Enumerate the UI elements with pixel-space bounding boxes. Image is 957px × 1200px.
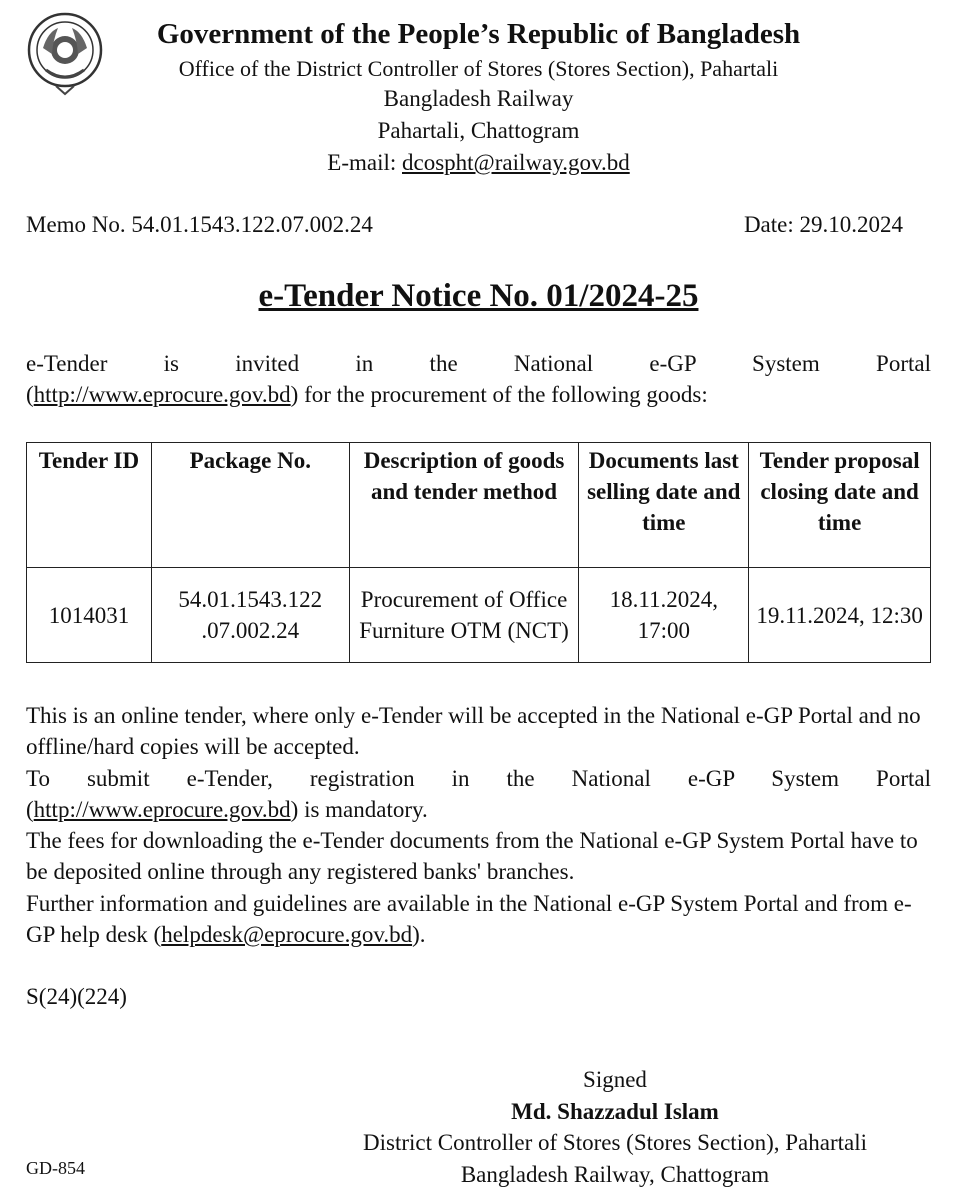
paragraph-fees: The fees for downloading the e-Tender documents from the National e-GP System Portal have to be deposited online through any registered banks' branches.: [26, 828, 918, 885]
registration-open-paren: (: [26, 796, 34, 822]
cell-closing: 19.11.2024, 12:30: [749, 568, 931, 663]
paragraph-registration-line-1: To submit e-Tender, registration in the National e-GP System Portal: [26, 765, 931, 791]
email-line: [0, 150, 957, 176]
eprocure-link-2[interactable]: http://www.eprocure.gov.bd: [33, 796, 291, 822]
organization-name: Bangladesh Railway: [383, 86, 574, 111]
signatory-designation: District Controller of Stores (Stores Section), Pahartali: [363, 1130, 867, 1155]
intro-open-paren: (: [26, 382, 34, 407]
instructions: [26, 700, 931, 950]
signature-block: [300, 1064, 930, 1190]
gd-code: GD-854: [26, 1158, 85, 1178]
memo-date: Date: 29.10.2024: [743, 212, 903, 237]
email-link[interactable]: dcospht@railway.gov.bd: [402, 150, 630, 175]
cell-tender-id: 1014031: [27, 568, 152, 663]
intro-line-1: e-Tender is invited in the National e-GP System Portal: [26, 351, 931, 376]
office-location: Pahartali, Chattogram: [377, 118, 580, 143]
further-info-text: Further information and guidelines are available in the National e-GP System Portal and from e-GP help desk (: [26, 890, 912, 948]
cell-description: Procurement of Office Furniture OTM (NCT): [349, 568, 579, 663]
signatory-name: Md. Shazzadul Islam: [511, 1098, 719, 1124]
intro-rest: ) for the procurement of the following goods:: [290, 382, 708, 407]
col-header-doc-selling: Documents last selling date and time: [579, 443, 749, 568]
paragraph-registration-line-2: [26, 794, 931, 825]
office-name: Office of the District Controller of Stores (Stores Section), Pahartali: [178, 56, 779, 81]
cell-doc-selling: 18.11.2024, 17:00: [579, 568, 749, 663]
signatory-organization: Bangladesh Railway, Chattogram: [460, 1161, 770, 1187]
notice-title: e-Tender Notice No. 01/2024-25: [258, 278, 699, 314]
paragraph-further-info: [26, 888, 931, 951]
government-title: Government of the People’s Republic of Bangladesh: [156, 18, 801, 50]
tender-table: [26, 442, 931, 663]
email-label: E-mail:: [327, 150, 402, 175]
intro-paragraph: [26, 348, 931, 410]
paragraph-online-tender: This is an online tender, where only e-Tender will be accepted in the National e-GP Portal and no offline/hard copies will be accepted.: [26, 703, 921, 760]
col-header-closing: Tender proposal closing date and time: [749, 443, 931, 568]
signed-label: Signed: [583, 1067, 647, 1092]
table-header-row: [27, 443, 931, 568]
intro-line-2: [26, 379, 931, 410]
further-info-end: ).: [412, 922, 426, 948]
col-header-package-no: Package No.: [151, 443, 349, 568]
table-row: [27, 568, 931, 663]
memo-number: Memo No. 54.01.1543.122.07.002.24: [26, 212, 373, 237]
eprocure-link[interactable]: http://www.eprocure.gov.bd: [33, 382, 291, 407]
col-header-tender-id: Tender ID: [27, 443, 152, 568]
cell-package-no: 54.01.1543.122 .07.002.24: [151, 568, 349, 663]
reference-code: S(24)(224): [26, 984, 127, 1009]
helpdesk-email-link[interactable]: helpdesk@eprocure.gov.bd: [161, 922, 413, 948]
registration-rest: ) is mandatory.: [290, 796, 428, 822]
col-header-description: Description of goods and tender method: [349, 443, 579, 568]
